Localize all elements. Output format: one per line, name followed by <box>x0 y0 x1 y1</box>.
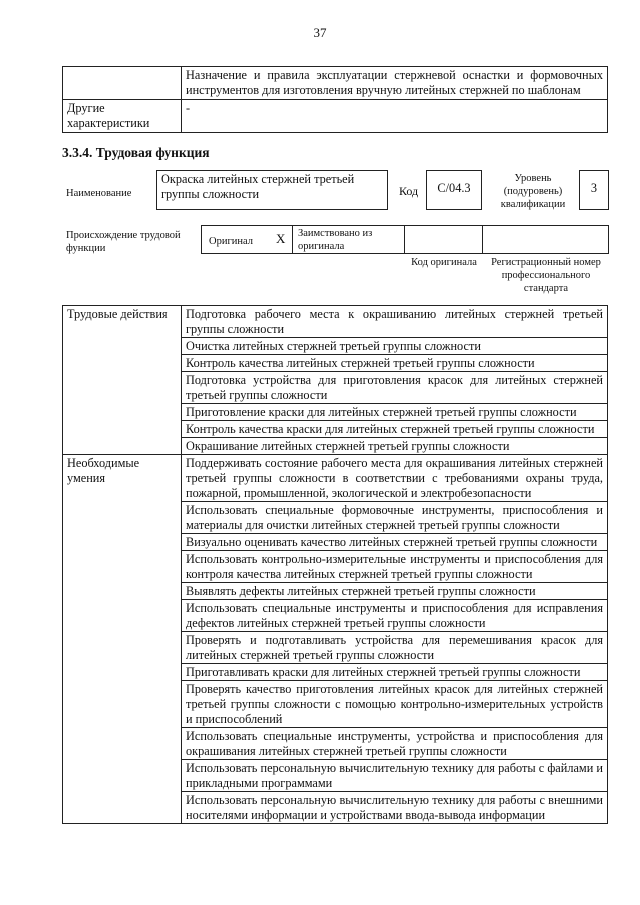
name-label: Наименование <box>66 188 132 199</box>
original-label: Оригинал <box>209 236 253 247</box>
page-number: 37 <box>313 25 327 40</box>
level-value: 3 <box>579 170 609 210</box>
empty-cell <box>63 67 182 100</box>
original-code-label: Код оригинала <box>411 257 477 268</box>
other-characteristics-label: Другие характеристики <box>63 100 182 133</box>
level-label: Уровень (подуровень) квалификации <box>500 173 566 210</box>
divider <box>292 226 293 253</box>
original-mark: X <box>276 231 286 246</box>
list-item: Использовать персональную вычислительную технику для работы с внешними носителями информации и устройствами ввода-вывода информации <box>182 792 608 824</box>
list-item: Подготовка рабочего места к окрашиванию литейных стержней третьей группы сложности <box>182 306 608 338</box>
list-item: Использовать специальные инструменты, устройства и приспособления для окрашивания литейных стержней третьей группы сложности <box>182 728 608 760</box>
list-item: Приготовление краски для литейных стержней третьей группы сложности <box>182 404 608 421</box>
list-item: Использовать контрольно-измерительные инструменты и приспособления для контроля качества литейных стержней третьей группы сложности <box>182 551 608 583</box>
list-item: Визуально оценивать качество литейных стержней третьей группы сложности <box>182 534 608 551</box>
list-item: Окрашивание литейных стержней третьей группы сложности <box>182 438 608 455</box>
list-item: Поддерживать состояние рабочего места для окрашивания литейных стержней третьей группы сложности в соответствии с требованиями охраны труда, пожарной, промышленной, экологической и электробезопасности <box>182 455 608 502</box>
other-characteristics-value: - <box>182 100 608 133</box>
list-item: Приготавливать краски для литейных стержней третьей группы сложности <box>182 664 608 681</box>
code-value: C/04.3 <box>426 170 482 210</box>
list-item: Подготовка устройства для приготовления красок для литейных стержней третьей группы сложности <box>182 372 608 404</box>
code-label: Код <box>399 184 419 198</box>
divider <box>404 226 405 253</box>
list-item: Использовать персональную вычислительную технику для работы с файлами и прикладными программами <box>182 760 608 792</box>
labor-actions-label: Трудовые действия <box>63 306 182 455</box>
origin-table <box>201 225 609 254</box>
skills-label: Необходимые умения <box>63 455 182 824</box>
section-title: 3.3.4. Трудовая функция <box>62 145 210 160</box>
list-item: Проверять и подготавливать устройства для перемешивания красок для литейных стержней третьей группы сложности <box>182 632 608 664</box>
continued-knowledge-text: Назначение и правила эксплуатации стержневой оснастки и формовочных инструментов для изготовления вручную литейных стержней по шаблонам <box>182 67 608 100</box>
list-item: Выявлять дефекты литейных стержней третьей группы сложности <box>182 583 608 600</box>
list-item: Контроль качества краски для литейных стержней третьей группы сложности <box>182 421 608 438</box>
divider <box>482 226 483 253</box>
list-item: Очистка литейных стержней третьей группы сложности <box>182 338 608 355</box>
function-table <box>62 305 608 824</box>
borrowed-label: Заимствовано из оригинала <box>298 228 373 252</box>
name-value: Окраска литейных стержней третьей группы сложности <box>156 170 388 210</box>
list-item: Проверять качество приготовления литейных красок для литейных стержней третьей группы сложности с помощью контрольно-измерительных устройств и приспособлений <box>182 681 608 728</box>
registration-number-label: Регистрационный номер профессионального стандарта <box>491 257 601 294</box>
continuation-table <box>62 66 608 133</box>
list-item: Использовать специальные формовочные инструменты, приспособления и материалы для очистки литейных стержней третьей группы сложности <box>182 502 608 534</box>
list-item: Контроль качества литейных стержней третьей группы сложности <box>182 355 608 372</box>
list-item: Использовать специальные инструменты и приспособления для исправления дефектов литейных стержней третьей группы сложности <box>182 600 608 632</box>
origin-label: Происхождение трудовой функции <box>66 230 181 254</box>
